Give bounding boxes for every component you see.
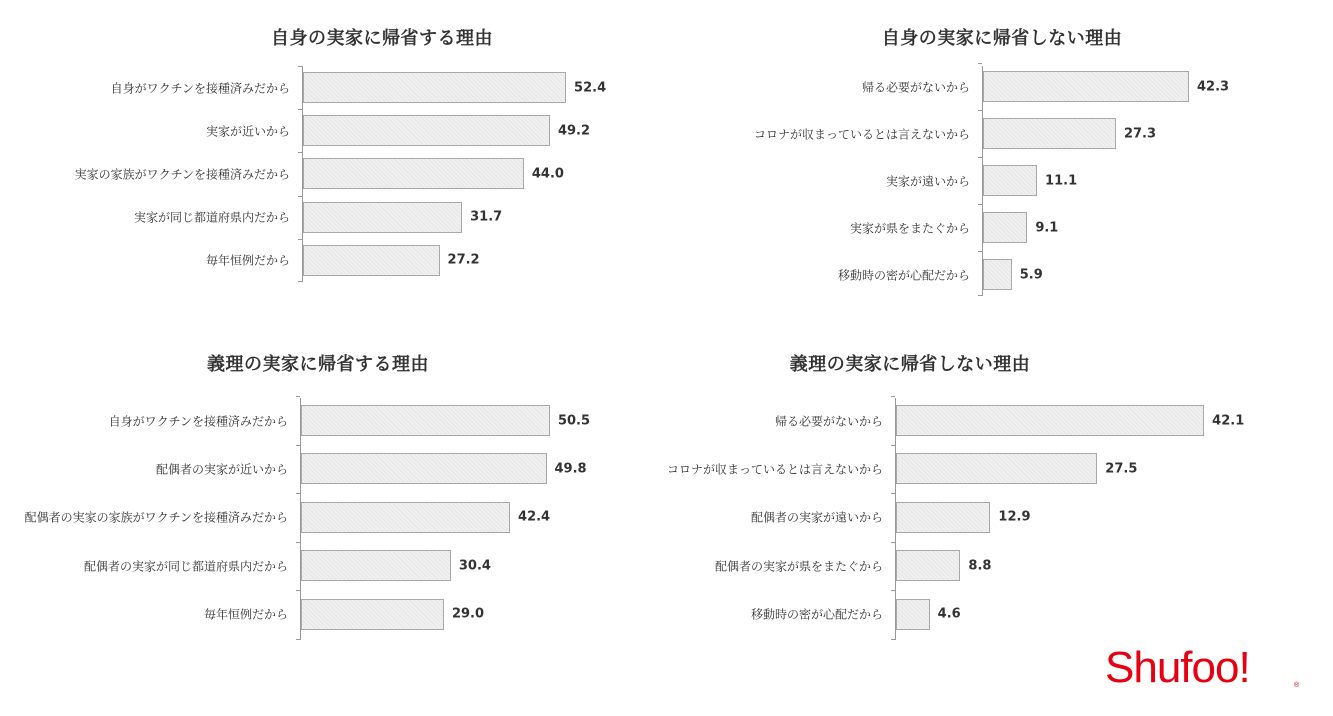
axis-tick xyxy=(298,196,302,197)
category-label: コロナが収まっているとは言えないから xyxy=(666,462,883,477)
axis-tick xyxy=(296,639,300,640)
bar xyxy=(301,550,451,581)
value-label: 4.6 xyxy=(937,606,961,622)
axis-tick xyxy=(891,493,895,494)
bar xyxy=(983,118,1116,149)
axis-tick xyxy=(891,542,895,543)
value-label: 42.1 xyxy=(1212,413,1245,428)
bar xyxy=(301,502,510,533)
bar xyxy=(896,453,1097,484)
bar xyxy=(983,71,1189,102)
value-label: 9.1 xyxy=(1035,220,1059,235)
value-label: 29.0 xyxy=(451,606,485,622)
category-label: 配偶者の実家が近いから xyxy=(155,462,288,477)
axis-tick xyxy=(891,639,895,640)
value-label: 50.5 xyxy=(557,413,591,428)
value-label: 52.4 xyxy=(574,80,607,95)
category-label: 帰る必要がないから xyxy=(861,80,970,94)
category-label: 配偶者の実家が県をまたぐから xyxy=(714,559,883,574)
category-label: 実家が県をまたぐから xyxy=(849,221,970,235)
bar xyxy=(303,115,550,146)
category-label: 実家が同じ都道府県内だから xyxy=(133,210,290,225)
value-label: 49.8 xyxy=(554,461,587,477)
bar xyxy=(303,245,440,276)
value-label: 27.2 xyxy=(447,252,480,268)
bar xyxy=(303,158,524,189)
value-label: 42.4 xyxy=(518,509,551,525)
value-label: 12.9 xyxy=(998,509,1031,525)
value-label: 30.4 xyxy=(458,558,491,574)
axis-tick xyxy=(978,157,982,158)
value-label: 11.1 xyxy=(1045,173,1078,188)
chart-title: 義理の実家に帰省する理由 xyxy=(207,354,429,375)
axis-tick xyxy=(296,590,300,591)
chart-title: 自身の実家に帰省しない理由 xyxy=(881,28,1123,49)
bar xyxy=(896,550,960,581)
axis-tick xyxy=(978,204,982,205)
value-label: 27.3 xyxy=(1123,126,1157,141)
axis-tick xyxy=(298,281,302,282)
bar xyxy=(301,599,444,630)
value-label: 44.0 xyxy=(531,166,564,182)
bar xyxy=(896,405,1204,436)
category-label: 配偶者の実家が同じ都道府県内だから xyxy=(83,559,288,574)
axis-tick xyxy=(298,66,302,67)
axis-tick xyxy=(298,239,302,240)
axis-tick xyxy=(296,542,300,543)
shufoo-logo: Shufoo! xyxy=(1105,643,1250,692)
value-label: 31.7 xyxy=(470,209,503,225)
axis-tick xyxy=(891,445,895,446)
category-label: 実家の家族がワクチンを接種済みだから xyxy=(74,167,290,182)
value-label: 27.5 xyxy=(1105,461,1138,477)
chart-title: 義理の実家に帰省しない理由 xyxy=(789,354,1031,375)
bar xyxy=(301,453,547,484)
value-label: 42.3 xyxy=(1197,79,1230,94)
bar xyxy=(896,502,990,533)
value-label: 49.2 xyxy=(557,123,591,139)
axis-tick xyxy=(978,110,982,111)
axis-tick xyxy=(296,396,300,397)
axis-tick xyxy=(298,152,302,153)
axis-tick xyxy=(891,396,895,397)
axis-tick xyxy=(296,493,300,494)
bar xyxy=(983,259,1012,290)
category-label: コロナが収まっているとは言えないから xyxy=(753,127,970,141)
category-label: 実家が遠いから xyxy=(885,174,970,188)
registered-mark: ® xyxy=(1294,682,1300,689)
bar xyxy=(303,202,462,233)
axis-tick xyxy=(978,63,982,64)
category-label: 配偶者の実家の家族がワクチンを接種済みだから xyxy=(24,510,288,525)
axis-tick xyxy=(978,251,982,252)
category-label: 自身がワクチンを接種済みだから xyxy=(108,414,288,428)
category-label: 配偶者の実家が遠いから xyxy=(750,510,883,525)
bar xyxy=(303,72,566,103)
bar xyxy=(983,165,1037,196)
category-label: 毎年恒例だから xyxy=(203,607,288,622)
category-label: 帰る必要がないから xyxy=(774,414,883,428)
bar xyxy=(983,212,1027,243)
bar xyxy=(301,405,550,436)
category-label: 実家が近いから xyxy=(205,124,290,139)
category-label: 移動時の密が心配だから xyxy=(837,268,970,282)
chart-title: 自身の実家に帰省する理由 xyxy=(271,28,493,49)
axis-tick xyxy=(891,590,895,591)
value-label: 8.8 xyxy=(968,558,992,574)
axis-tick xyxy=(978,295,982,296)
category-label: 自身がワクチンを接種済みだから xyxy=(110,81,290,95)
bar xyxy=(896,599,930,630)
value-label: 5.9 xyxy=(1019,267,1043,282)
axis-tick xyxy=(296,445,300,446)
axis-tick xyxy=(298,109,302,110)
category-label: 移動時の密が心配だから xyxy=(750,607,883,622)
category-label: 毎年恒例だから xyxy=(205,253,290,268)
